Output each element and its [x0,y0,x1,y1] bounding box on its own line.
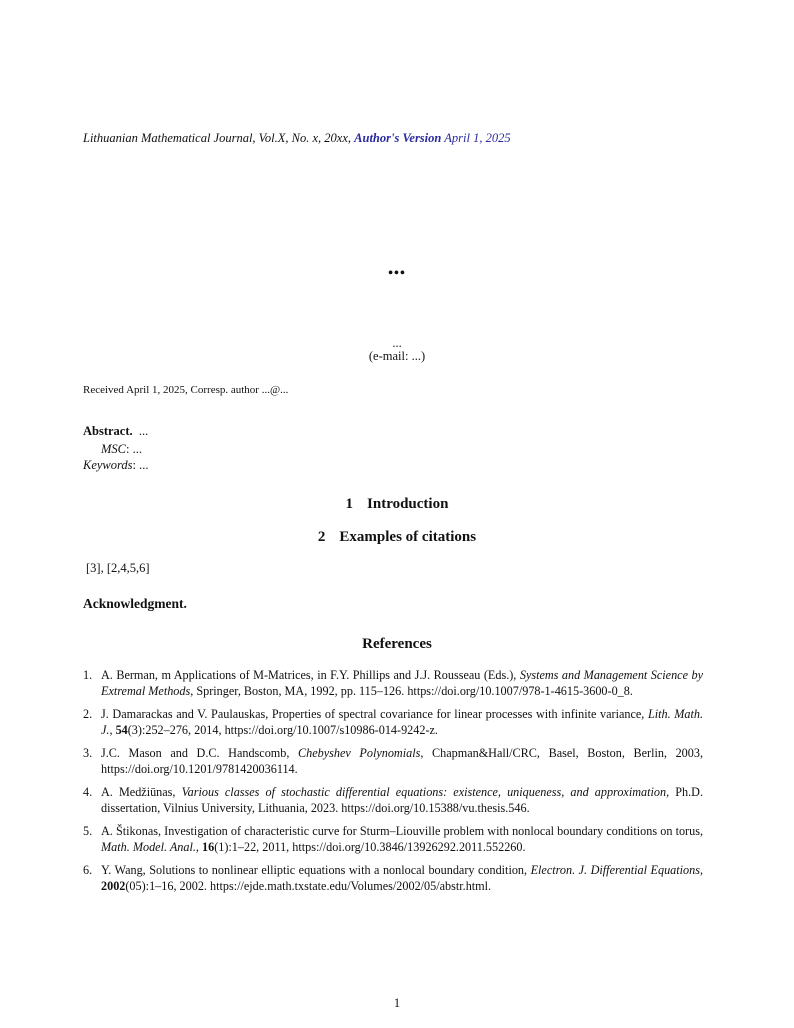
reference-text [101,667,703,699]
reference-text [101,706,703,738]
reference-volume: 2002 [101,879,126,893]
reference-volume: 54 [115,723,128,737]
reference-text [101,823,703,855]
reference-item [83,706,703,738]
keywords-text: : ... [132,458,149,472]
abstract-text: ... [138,424,149,438]
reference-emphasis: Math. Model. Anal. [101,840,196,854]
paper-title: ••• [388,266,406,281]
author-name: ... [392,336,402,350]
reference-text [101,862,703,894]
section-title: Examples of citations [339,529,477,545]
references-heading: References [362,636,432,652]
section-title: Introduction [367,496,449,512]
reference-item [83,667,703,699]
reference-segment: J.C. Mason and D.C. Handscomb, [101,746,299,760]
citation-examples[interactable]: [3], [2,4,5,6] [86,561,150,575]
reference-number: 4. [83,785,93,799]
reference-number: 3. [83,746,93,760]
reference-segment: A. Medžiūnas, [101,785,182,799]
abstract [83,424,148,439]
reference-item [83,784,703,816]
reference-segment: (05):1–16, 2002. https://ejde.math.txstate.edu/Volumes/2002/05/abstr.html. [125,879,492,893]
reference-text [101,784,703,816]
reference-volume: 16 [202,840,215,854]
reference-segment: , [109,723,116,737]
reference-item [83,823,703,855]
acknowledgment-heading: Acknowledgment. [83,596,187,611]
section-number: 2 [317,529,326,545]
section-heading-introduction [0,496,794,513]
reference-segment: Y. Wang, Solutions to nonlinear elliptic equations with a nonlocal boundary condition, [101,863,531,877]
references-list [83,667,703,901]
reference-segment: (1):1–22, 2011, https://doi.org/10.3846/13926292.2011.552260. [214,840,526,854]
reference-segment: , [699,863,704,877]
reference-emphasis: Chebyshev Polynomials [298,746,421,760]
page-number: 1 [393,996,401,1010]
author-email: (e-mail: ...) [368,349,426,363]
msc [101,442,142,457]
msc-text: : ... [126,442,142,456]
journal-header [83,131,511,146]
section-heading-citations [0,529,794,546]
reference-segment: , Chapman&Hall/CRC, Basel, Boston, Berlin, 2003, https://doi.org/10.1201/9781420036114. [101,746,703,776]
reference-number: 5. [83,824,93,838]
keywords-label: Keywords [83,458,133,472]
reference-segment: , Ph.D. dissertation, Vilnius University, Lithuania, 2023. https://doi.org/10.15388/vu.thesis.546. [101,785,703,815]
reference-text [101,745,703,777]
reference-segment: , Springer, Boston, MA, 1992, pp. 115–126. https://doi.org/10.1007/978-1-4615-3600-0_8. [190,684,633,698]
reference-item [83,862,703,894]
reference-number: 1. [83,668,93,682]
reference-number: 6. [83,863,93,877]
version-date: April 1, 2025 [444,131,511,145]
keywords [83,458,149,473]
reference-segment: , [195,840,202,854]
journal-name: Lithuanian Mathematical Journal, Vol.X, No. x, 20xx, [83,131,352,145]
reference-emphasis: Various classes of stochastic differential equations: existence, uniqueness, and approximation [181,785,667,799]
abstract-label: Abstract. [83,424,133,438]
msc-label: MSC [101,442,126,456]
reference-number: 2. [83,707,93,721]
authors-version-link[interactable]: Author's Version [354,131,442,145]
reference-segment: A. Štikonas, Investigation of characteristic curve for Sturm–Liouville problem with nonlocal boundary conditions on torus, [101,824,703,838]
reference-segment: J. Damarackas and V. Paulauskas, Properties of spectral covariance for linear processes with infinite variance, [101,707,648,721]
section-number: 1 [345,496,354,512]
reference-item [83,745,703,777]
reference-segment: (3):252–276, 2014, https://doi.org/10.1007/s10986-014-9242-z. [127,723,438,737]
reference-segment: A. Berman, m Applications of M-Matrices, in F.Y. Phillips and J.J. Rousseau (Eds.), [101,668,520,682]
reference-emphasis: Systems and Management Science by Extremal Methods [101,668,703,698]
reference-emphasis: Electron. J. Differential Equations [530,863,700,877]
reference-emphasis: Lith. Math. J. [101,707,703,737]
received-line: Received April 1, 2025, Corresp. author ...@... [83,384,289,396]
